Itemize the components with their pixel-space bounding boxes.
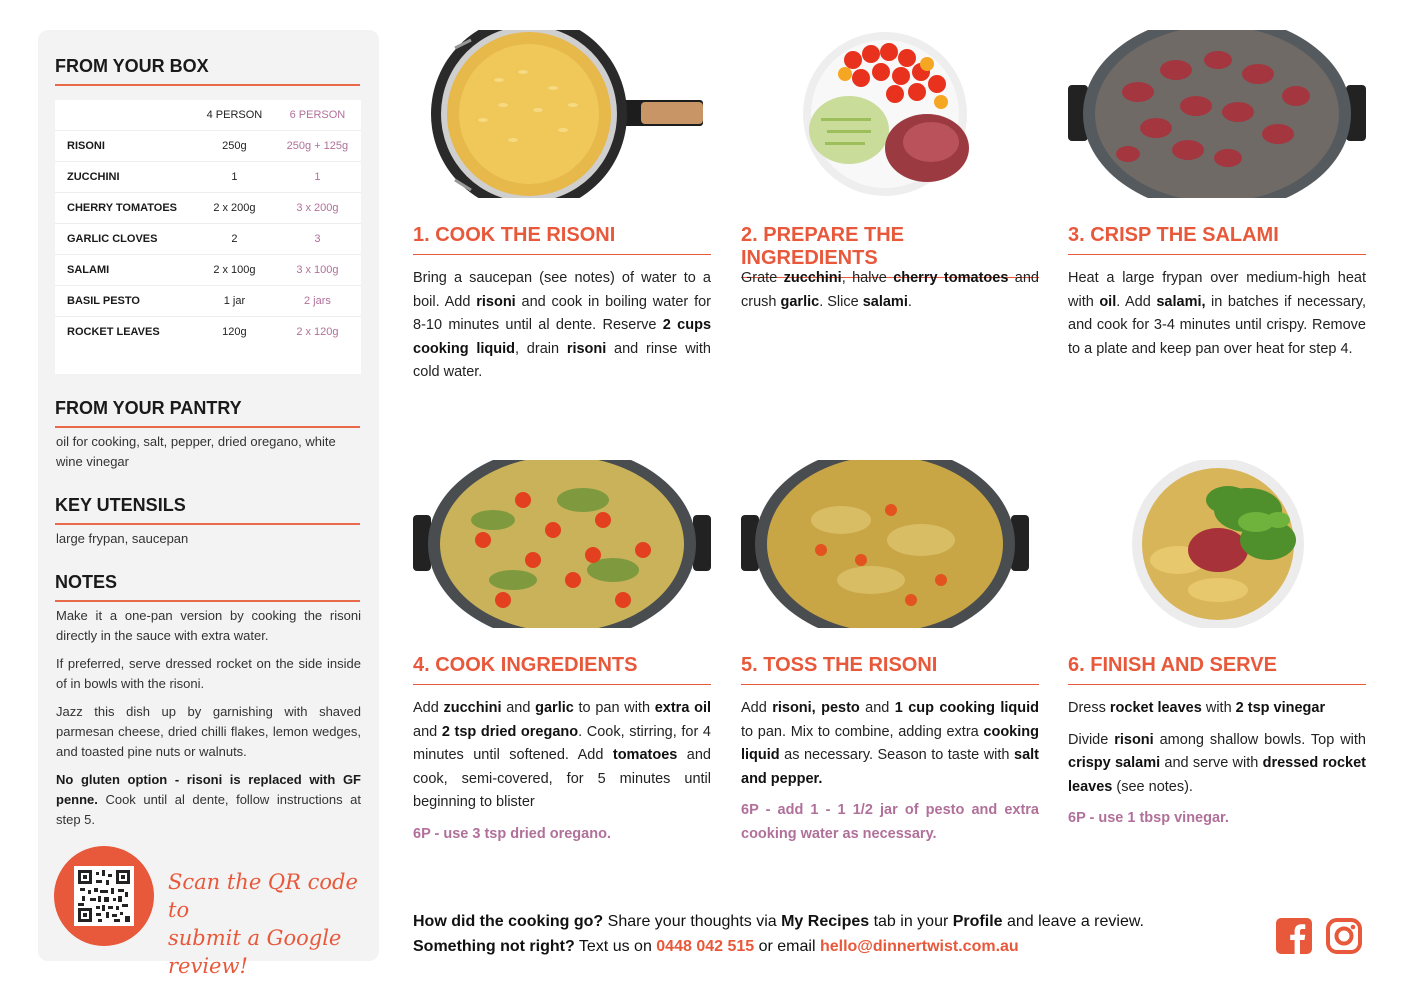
table-row bbox=[55, 254, 361, 285]
gluten-note bbox=[56, 770, 361, 830]
table-row bbox=[55, 285, 361, 316]
notes-heading: NOTES bbox=[55, 572, 360, 602]
note-paragraph: Jazz this dish up by garnishing with shaved parmesan cheese, dried chilli flakes, lemon wedges, and toasted pine nuts or walnuts. bbox=[56, 704, 361, 759]
ingredient-name: ROCKET LEAVES bbox=[55, 316, 195, 347]
utensils-heading: KEY UTENSILS bbox=[55, 495, 360, 525]
qr-badge[interactable] bbox=[54, 846, 154, 946]
sidebar bbox=[38, 30, 379, 978]
gluten-note-rest: Cook until al dente, follow instructions at step 5. bbox=[56, 792, 361, 827]
step-5-body: Add risoni, pesto and 1 cup cooking liquid to pan. Mix to combine, adding extra cooking liquid as necessary. Season to taste with salt and pepper. 6P - add 1 - 1 1/2 jar of pesto and extra cooking water as necessary. bbox=[741, 697, 1039, 846]
pantry-text: oil for cooking, salt, pepper, dried oregano, white wine vinegar bbox=[56, 434, 336, 469]
step-1-body: Bring a saucepan (see notes) of water to a boil. Add risoni and cook in boiling water for 8-10 minutes until al dente. Reserve 2 cups cooking liquid, drain risoni and rinse with cold water. bbox=[413, 270, 712, 380]
step-2-photo bbox=[741, 30, 1039, 198]
notes-body bbox=[56, 606, 361, 838]
ingredient-qty-4: 1 bbox=[195, 161, 274, 192]
ingredient-qty-4: 120g bbox=[195, 316, 274, 347]
step-3-body: Heat a large frypan over medium-high heat with oil. Add salami, in batches if necessary, and cook for 3-4 minutes until crispy. Remove to a plate and keep pan over heat for step 4. bbox=[1068, 270, 1366, 357]
qr-callout-line2: submit a Google review! bbox=[168, 926, 342, 978]
ingredient-qty-4: 2 x 100g bbox=[195, 254, 274, 285]
step-6-para-1: Dress rocket leaves with 2 tsp vinegar bbox=[1068, 700, 1326, 716]
phone-link[interactable]: 0448 042 515 bbox=[656, 938, 755, 955]
step-6-para-2: Divide risoni among shallow bowls. Top with crispy salami and serve with dressed rocket leaves (see notes). bbox=[1068, 731, 1366, 795]
step-5-6p-note: 6P - add 1 - 1 1/2 jar of pesto and extra cooking water as necessary. bbox=[741, 802, 1039, 842]
step-3-photo bbox=[1068, 30, 1366, 198]
step-6-body bbox=[1068, 697, 1366, 831]
table-row bbox=[55, 161, 361, 192]
step-4-body: Add zucchini and garlic to pan with extra oil and 2 tsp dried oregano. Cook, stirring, for 4 minutes until softened. Add tomatoes and cook, semi-covered, for 5 minutes until beginning to blister 6P - use 3 tsp dried oregano. bbox=[413, 697, 711, 846]
ingredient-name: BASIL PESTO bbox=[55, 285, 195, 316]
ingredient-qty-6: 3 x 100g bbox=[274, 254, 361, 285]
step-2-body: Grate zucchini, halve cherry tomatoes and crush garlic. Slice salami. bbox=[741, 270, 1039, 310]
ingredient-name: CHERRY TOMATOES bbox=[55, 192, 195, 223]
table-row bbox=[55, 130, 361, 161]
ingredient-qty-4: 1 jar bbox=[195, 285, 274, 316]
qr-callout-line1: Scan the QR code to bbox=[168, 870, 358, 922]
step-6-6p-note: 6P - use 1 tbsp vinegar. bbox=[1068, 810, 1229, 826]
ingredients-table bbox=[55, 100, 361, 374]
step-4-title: 4. COOK INGREDIENTS bbox=[413, 654, 711, 685]
email-link[interactable]: hello@dinnertwist.com.au bbox=[819, 938, 1019, 955]
ingredient-name: SALAMI bbox=[55, 254, 195, 285]
ingredient-qty-6: 1 bbox=[274, 161, 361, 192]
step-1-photo bbox=[413, 30, 711, 198]
ingredient-qty-4: 2 x 200g bbox=[195, 192, 274, 223]
step-3-title: 3. CRISP THE SALAMI bbox=[1068, 224, 1366, 255]
step-5-title: 5. TOSS THE RISONI bbox=[741, 654, 1039, 685]
ingredient-name: RISONI bbox=[55, 130, 195, 161]
table-row bbox=[55, 223, 361, 254]
qr-code-icon[interactable] bbox=[74, 866, 134, 926]
table-row bbox=[55, 316, 361, 347]
note-paragraph: Make it a one-pan version by cooking the risoni directly in the sauce with extra water. bbox=[56, 608, 361, 643]
step-2-title: 2. PREPARE THE INGREDIENTS bbox=[741, 224, 1039, 278]
ingredient-qty-6: 3 x 200g bbox=[274, 192, 361, 223]
feedback-footer bbox=[413, 909, 1233, 959]
step-6-photo bbox=[1068, 460, 1366, 628]
ingredient-qty-6: 2 jars bbox=[274, 285, 361, 316]
qr-review-callout bbox=[168, 868, 368, 980]
footer-line-2: Something not right? Text us on 0448 042 515 or email hello@dinnertwist.com.au bbox=[413, 938, 1019, 955]
table-row bbox=[55, 192, 361, 223]
step-6-title: 6. FINISH AND SERVE bbox=[1068, 654, 1366, 685]
ingredient-qty-4: 2 bbox=[195, 223, 274, 254]
pantry-heading: FROM YOUR PANTRY bbox=[55, 398, 360, 428]
table-header-blank bbox=[55, 100, 195, 130]
ingredient-name: ZUCCHINI bbox=[55, 161, 195, 192]
ingredient-qty-6: 2 x 120g bbox=[274, 316, 361, 347]
ingredient-name: GARLIC CLOVES bbox=[55, 223, 195, 254]
table-header-4-person: 4 PERSON bbox=[206, 108, 263, 121]
gluten-note-bold: No gluten option - risoni is replaced with GF penne. bbox=[56, 772, 361, 807]
step-5-photo bbox=[741, 460, 1039, 628]
ingredient-qty-6: 250g + 125g bbox=[274, 130, 361, 161]
instagram-icon[interactable] bbox=[1326, 918, 1362, 954]
note-paragraph: If preferred, serve dressed rocket on the side inside of in bowls with the risoni. bbox=[56, 656, 361, 691]
footer-line-1: How did the cooking go? Share your thoughts via My Recipes tab in your Profile and leave a review. bbox=[413, 913, 1144, 930]
ingredient-qty-6: 3 bbox=[274, 223, 361, 254]
step-1-title: 1. COOK THE RISONI bbox=[413, 224, 711, 255]
facebook-icon[interactable] bbox=[1276, 918, 1312, 954]
step-4-6p-note: 6P - use 3 tsp dried oregano. bbox=[413, 825, 611, 842]
from-your-box-heading: FROM YOUR BOX bbox=[55, 56, 360, 86]
table-header-6-person: 6 PERSON bbox=[289, 108, 346, 121]
ingredient-qty-4: 250g bbox=[195, 130, 274, 161]
utensils-text: large frypan, saucepan bbox=[56, 531, 189, 546]
step-4-photo bbox=[413, 460, 711, 628]
